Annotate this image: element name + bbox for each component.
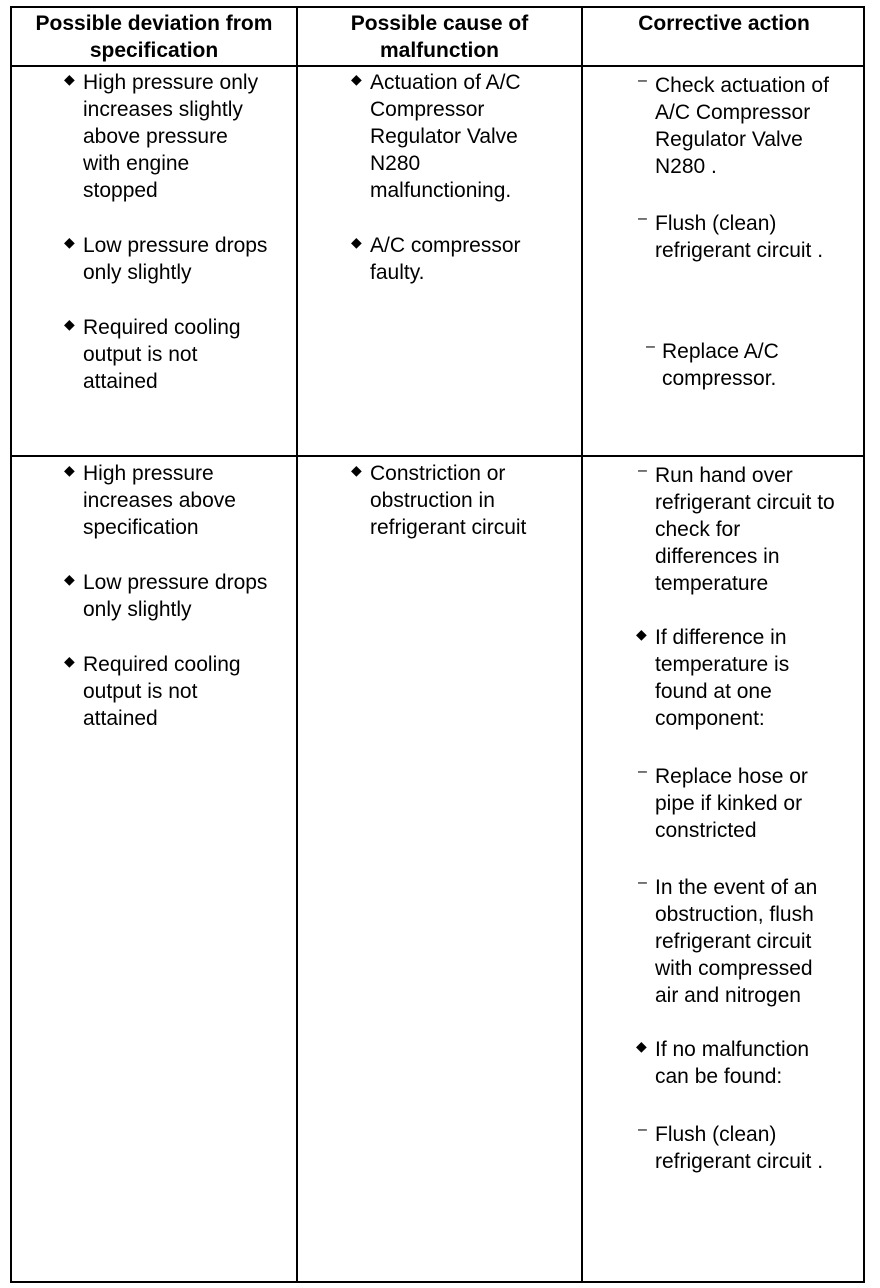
row1-cause-1: Actuation of A/C Compressor Regulator Valve N280 malfunctioning. xyxy=(370,71,521,202)
header-action: Corrective action xyxy=(638,12,810,35)
row1-action-2: Flush (clean) refrigerant circuit . xyxy=(655,212,824,262)
row1-deviation-2: Low pressure drops only slightly xyxy=(83,234,268,284)
header-cause: Possible cause of malfunction xyxy=(350,12,529,62)
bullet-icon: ◆ xyxy=(64,234,75,250)
bullet-icon: ◆ xyxy=(636,626,647,642)
troubleshooting-table xyxy=(10,6,865,1283)
bullet-icon: ◆ xyxy=(64,571,75,587)
bullet-icon: ◆ xyxy=(64,71,75,87)
row2-action-6: Flush (clean) refrigerant circuit . xyxy=(655,1123,824,1173)
row2-deviation-1: High pressure increases above specification xyxy=(83,462,236,539)
bullet-icon: ◆ xyxy=(351,234,362,250)
row1-deviation-1: High pressure only increases slightly above pressure with engine stopped xyxy=(83,71,259,202)
bullet-icon: ◆ xyxy=(351,462,362,478)
bullet-icon: ◆ xyxy=(636,1038,647,1054)
dash-icon: – xyxy=(638,874,647,891)
dash-icon: – xyxy=(646,338,655,355)
header-deviation: Possible deviation from specification xyxy=(35,12,273,62)
column-divider xyxy=(296,8,298,1281)
dash-icon: – xyxy=(638,210,647,227)
header-divider xyxy=(12,65,863,67)
row2-deviation-2: Low pressure drops only slightly xyxy=(83,571,268,621)
bullet-icon: ◆ xyxy=(64,653,75,669)
bullet-icon: ◆ xyxy=(64,316,75,332)
bullet-icon: ◆ xyxy=(351,71,362,87)
row2-action-2: If difference in temperature is found at one component: xyxy=(655,626,790,730)
row2-action-5: If no malfunction can be found: xyxy=(655,1038,810,1088)
row2-action-1: Run hand over refrigerant circuit to check for differences in temperature xyxy=(655,464,835,595)
column-divider xyxy=(581,8,583,1281)
row1-action-3: Replace A/C compressor. xyxy=(662,340,779,390)
dash-icon: – xyxy=(638,462,647,479)
row1-cause-2: A/C compressor faulty. xyxy=(370,234,521,284)
row2-deviation-3: Required cooling output is not attained xyxy=(83,653,241,730)
row2-action-4: In the event of an obstruction, flush refrigerant circuit with compressed air and nitrogen xyxy=(655,876,818,1007)
dash-icon: – xyxy=(638,72,647,89)
dash-icon: – xyxy=(638,763,647,780)
row2-action-3: Replace hose or pipe if kinked or constricted xyxy=(655,765,808,842)
row-divider xyxy=(12,455,863,457)
row1-action-1: Check actuation of A/C Compressor Regulator Valve N280 . xyxy=(655,74,829,178)
row1-deviation-3: Required cooling output is not attained xyxy=(83,316,241,393)
bullet-icon: ◆ xyxy=(64,462,75,478)
row2-cause-1: Constriction or obstruction in refrigerant circuit xyxy=(370,462,527,539)
dash-icon: – xyxy=(638,1121,647,1138)
